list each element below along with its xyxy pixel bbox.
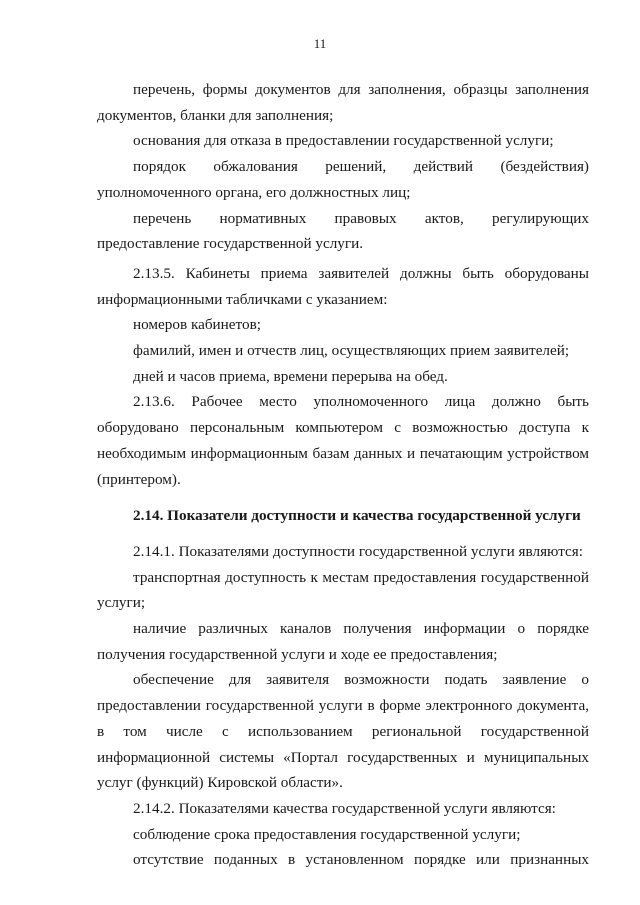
paragraph-1: перечень, формы документов для заполнения, образцы заполнения документов, бланки для заполнения; <box>97 81 589 124</box>
paragraph-11: транспортная доступность к местам предоставления государственной услуги; <box>97 568 589 612</box>
paragraph-12: наличие различных каналов получения информации о порядке получения государственной услуги и ходе ее предоставления; <box>97 620 589 663</box>
paragraph-3: порядок обжалования решений, действий (бездействия) уполномоченного органа, его должностных лиц; <box>97 158 589 201</box>
page-number: 11 <box>313 36 327 51</box>
paragraph-6: номеров кабинетов; <box>133 316 261 334</box>
paragraph-8: дней и часов приема, времени перерыва на обед. <box>133 367 448 385</box>
paragraph-5: 2.13.5. Кабинеты приема заявителей должны быть оборудованы информационными табличками с указанием: <box>97 264 589 308</box>
paragraph-14: 2.14.2. Показателями качества государственной услуги являются: <box>133 799 556 817</box>
paragraph-4: перечень нормативных правовых актов, регулирующих предоставление государственной услуги. <box>97 209 589 253</box>
paragraph-9: 2.13.6. Рабочее место уполномоченного лица должно быть оборудовано персональным компьютером с возможностью доступа к необходимым информационным базам данных и печатающим устройством (принтером). <box>97 393 589 488</box>
paragraph-7: фамилий, имен и отчеств лиц, осуществляющих прием заявителей; <box>133 342 570 360</box>
document-body <box>97 77 589 873</box>
paragraph-16: отсутствие поданных в установленном порядке или признанных <box>133 851 589 869</box>
paragraph-10: 2.14.1. Показателями доступности государственной услуги являются: <box>133 542 583 560</box>
paragraph-13: обеспечение для заявителя возможности подать заявление о предоставлении государственной услуги в форме электронного документа, в том числе с использованием региональной государственной информационной системы «Портал государственных и муниципальных услуг (функций) Кировской области». <box>97 671 589 792</box>
paragraph-2: основания для отказа в предоставлении государственной услуги; <box>133 132 554 150</box>
section-heading: 2.14. Показатели доступности и качества государственной услуги <box>133 507 581 525</box>
paragraph-15: соблюдение срока предоставления государственной услуги; <box>133 825 521 843</box>
